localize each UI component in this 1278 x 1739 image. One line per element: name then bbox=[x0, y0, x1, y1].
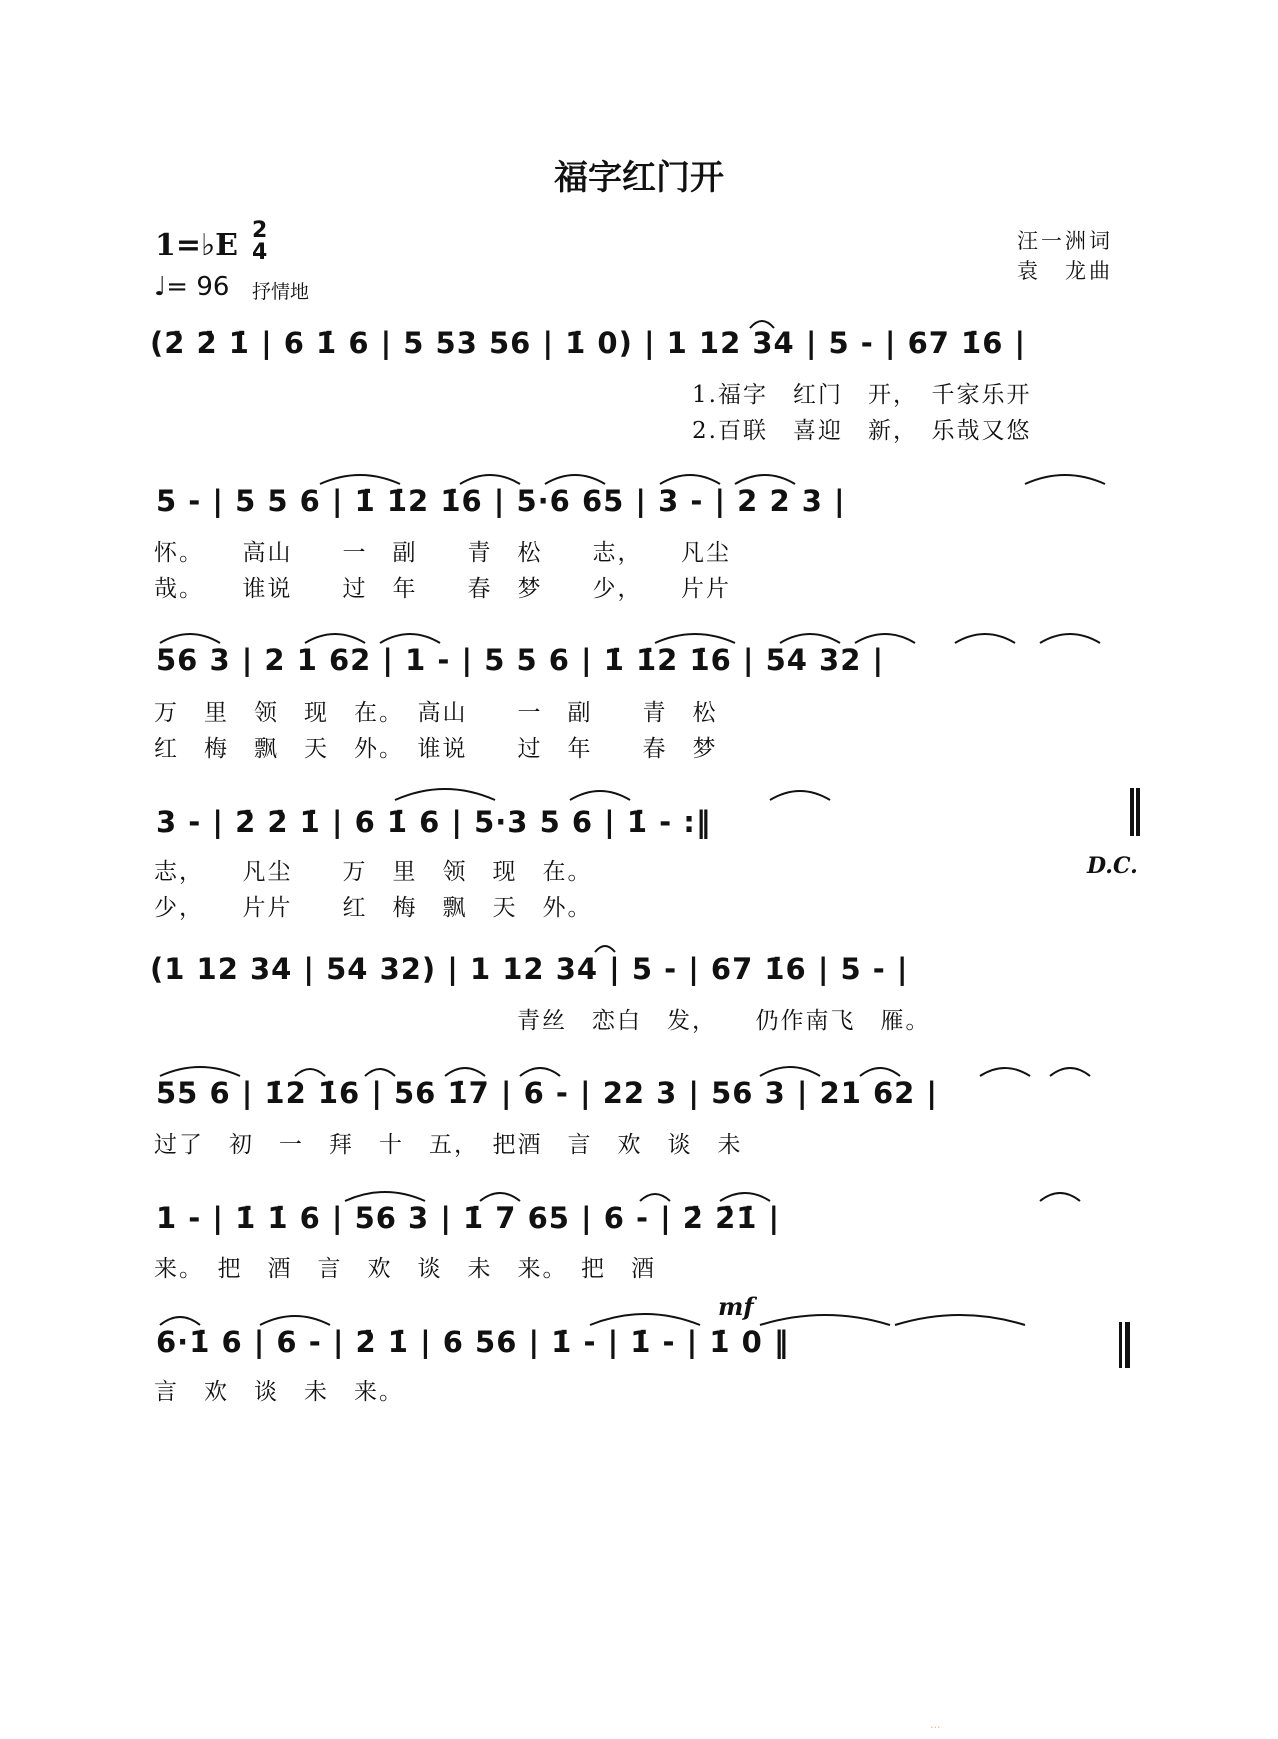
lyrics-row-2-verse-2: 哉。 谁说 过 年 春 梦 少， 片片 bbox=[154, 576, 731, 602]
lyrics-row-2-verse-1: 怀。 高山 一 副 青 松 志， 凡尘 bbox=[154, 540, 731, 566]
lyricist-credit: 汪一洲词 bbox=[1017, 229, 1113, 253]
song-title: 福字红门开 bbox=[554, 158, 724, 198]
lyrics-row-3-verse-1: 万 里 领 现 在。 高山 一 副 青 松 bbox=[154, 700, 718, 726]
lyrics-row-4-verse-1: 志， 凡尘 万 里 领 现 在。 bbox=[154, 859, 593, 885]
footer-watermark: ... bbox=[930, 1718, 941, 1731]
key-signature: 1=♭E bbox=[155, 228, 239, 263]
quarter-note-icon: ♩ bbox=[154, 272, 167, 302]
notation-row-1: (2̇ 2̇ 1̇ | 6 1̇ 6 | 5 53 56 | 1̇ 0) | 1 12 34 | 5 - | 67 1̇6 | bbox=[150, 326, 1027, 360]
notation-row-8: 6·1̇ 6 | 6 - | 2̇ 1̇ | 6 56 | 1̇ - | 1̇ - | 1̇ 0 ‖ bbox=[156, 1325, 790, 1359]
notation-row-7: 1 - | 1̇ 1̇ 6 | 56 3 | 1̇ 7 65 | 6 - | 2̇ 2̇1̇ | bbox=[156, 1201, 781, 1235]
lyrics-row-4-verse-2: 少， 片片 红 梅 飘 天 外。 bbox=[154, 895, 593, 921]
notation-row-6: 55 6 | 1̇2 1̇6 | 56 1̇7 | 6 - | 22 3 | 56 3 | 21 62 | bbox=[156, 1076, 939, 1110]
da-capo-marking: D.C. bbox=[1087, 853, 1138, 879]
notation-row-5: (1 12 34 | 54 32) | 1 12 34 | 5 - | 67 1̇6 | 5 - | bbox=[150, 952, 909, 986]
lyrics-row-5: 青丝 恋白 发， 仍作南飞 雁。 bbox=[517, 1008, 931, 1034]
composer-credit: 袁 龙曲 bbox=[1017, 259, 1113, 283]
lyrics-row-8: 言 欢 谈 未 来。 bbox=[154, 1379, 404, 1405]
expression-marking: 抒情地 bbox=[252, 281, 310, 303]
notation-row-4: 3 - | 2̇ 2̇ 1̇ | 6 1̇ 6 | 5·3 5 6 | 1̇ - :‖ bbox=[156, 805, 712, 839]
lyrics-row-3-verse-2: 红 梅 飘 天 外。 谁说 过 年 春 梦 bbox=[154, 736, 718, 762]
lyrics-row-1-verse-2: 2.百联 喜迎 新， 乐哉又悠 bbox=[692, 418, 1032, 444]
notation-row-3: 56 3 | 2 1 62 | 1 - | 5 5 6 | 1̇ 1̇2 1̇6 | 54 32 | bbox=[156, 643, 885, 677]
dynamic-marking: mf bbox=[718, 1292, 754, 1321]
notation-row-2: 5 - | 5 5 6 | 1̇ 1̇2 1̇6 | 5·6 65 | 3 - | 2 2 3 | bbox=[156, 484, 846, 518]
tempo-value: = 96 bbox=[166, 272, 230, 302]
lyrics-row-1-verse-1: 1.福字 红门 开， 千家乐开 bbox=[692, 382, 1032, 408]
time-signature-top: 2 bbox=[252, 218, 268, 243]
time-signature-bottom: 4 bbox=[252, 240, 268, 265]
lyrics-row-6: 过了 初 一 拜 十 五， 把酒 言 欢 谈 未 bbox=[154, 1132, 743, 1158]
lyrics-row-7: 来。 把 酒 言 欢 谈 未 来。 把 酒 bbox=[154, 1256, 656, 1282]
